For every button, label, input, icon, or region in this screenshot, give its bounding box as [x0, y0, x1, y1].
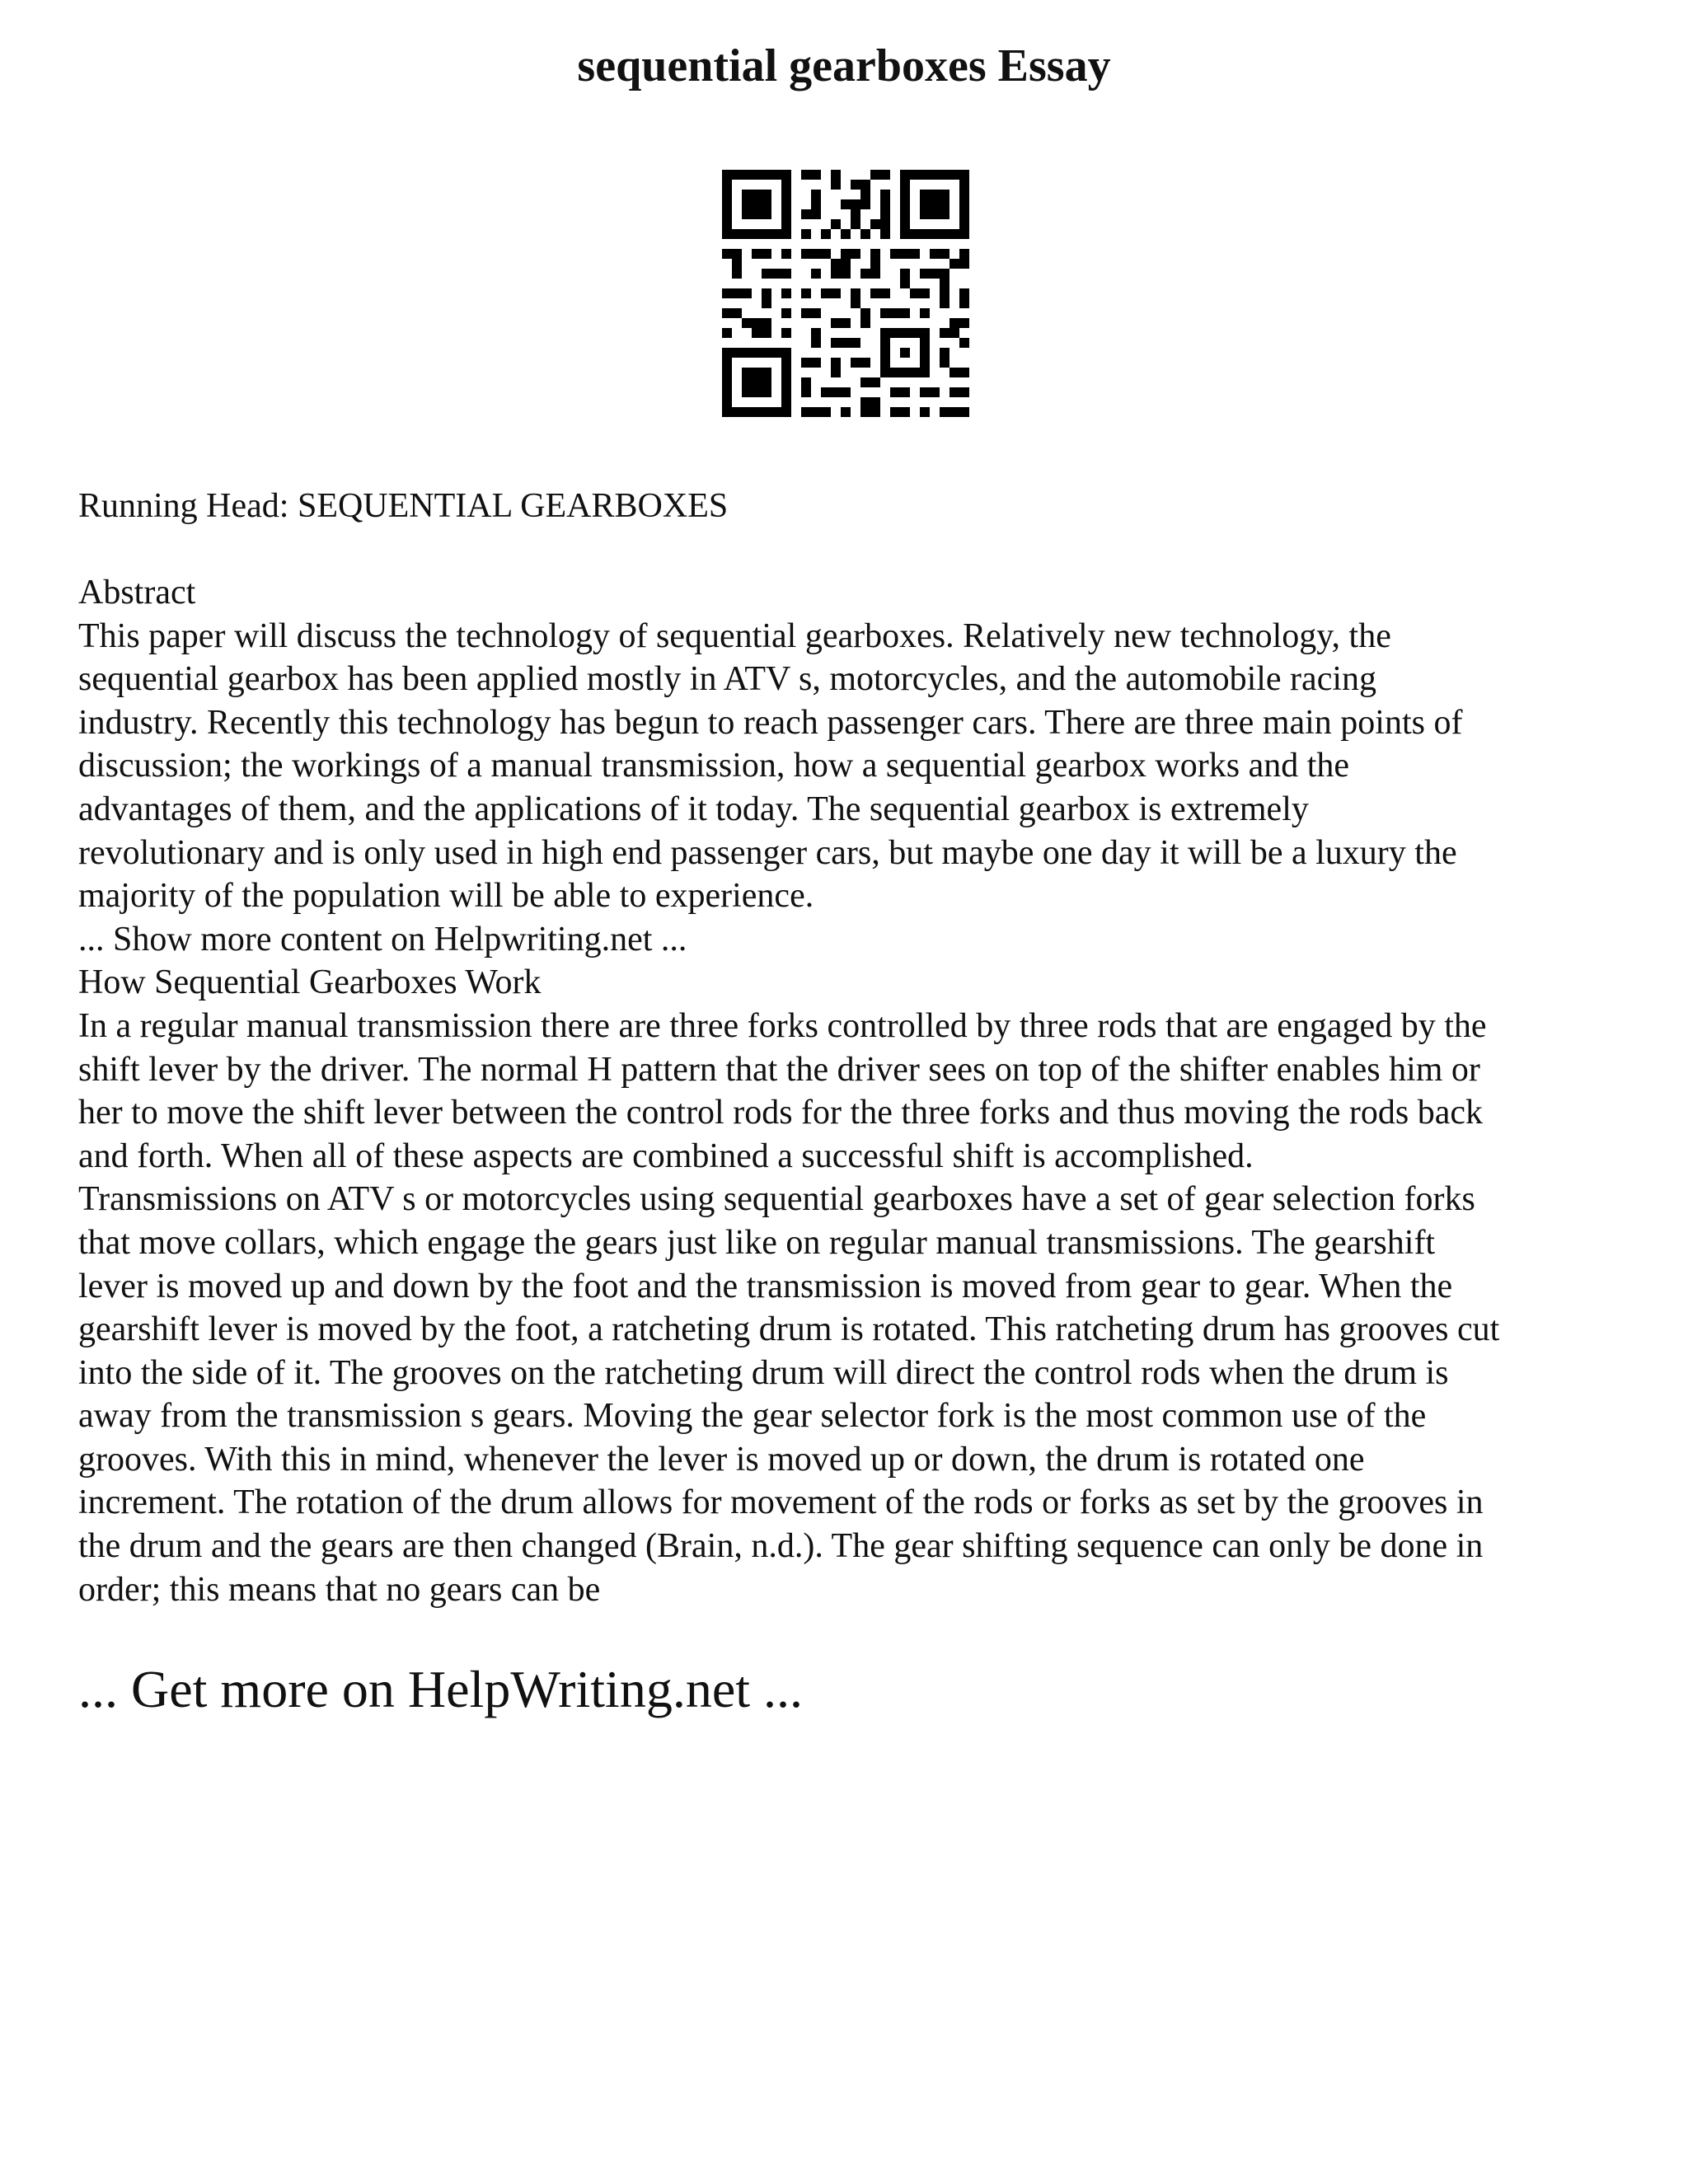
body-line: shift lever by the driver. The normal H pattern that the driver sees on top of the shifter enables him or — [78, 1050, 1480, 1089]
body-line: that move collars, which engage the gears just like on regular manual transmissions. The gearshift — [78, 1223, 1436, 1262]
body-line: away from the transmission s gears. Moving the gear selector fork is the most common use of the — [78, 1397, 1427, 1436]
abstract-line: industry. Recently this technology has begun to reach passenger cars. There are three main points of — [78, 703, 1463, 742]
essay-body — [78, 571, 1644, 1611]
document-title: sequential gearboxes Essay — [577, 40, 1111, 91]
abstract-heading: Abstract — [78, 574, 196, 612]
body-line: grooves. With this in mind, whenever the lever is moved up or down, the drum is rotated one — [78, 1440, 1365, 1479]
body-line: In a regular manual transmission there are three forks controlled by three rods that are engaged by the — [78, 1006, 1487, 1045]
body-line: gearshift lever is moved by the foot, a ratcheting drum is rotated. This ratcheting drum has grooves cut — [78, 1310, 1500, 1349]
body-line: lever is moved up and down by the foot and the transmission is moved from gear to gear. When the — [78, 1267, 1453, 1305]
abstract-line: sequential gearbox has been applied mostly in ATV s, motorcycles, and the automobile racing — [78, 660, 1376, 699]
body-line: order; this means that no gears can be — [78, 1570, 601, 1609]
abstract-line: revolutionary and is only used in high end passenger cars, but maybe one day it will be a luxury the — [78, 833, 1457, 872]
body-line: increment. The rotation of the drum allows for movement of the rods or forks as set by the grooves in — [78, 1483, 1484, 1522]
section-heading: How Sequential Gearboxes Work — [78, 963, 542, 1002]
get-more-link[interactable]: ... Get more on HelpWriting.net ... — [78, 1660, 803, 1718]
body-line: and forth. When all of these aspects are combined a successful shift is accomplished. — [78, 1137, 1254, 1175]
body-line: Transmissions on ATV s or motorcycles using sequential gearboxes have a set of gear selection forks — [78, 1180, 1475, 1219]
abstract-line: This paper will discuss the technology of sequential gearboxes. Relatively new technology, the — [78, 616, 1391, 655]
abstract-line: discussion; the workings of a manual transmission, how a sequential gearbox works and the — [78, 747, 1350, 785]
body-line: into the side of it. The grooves on the ratcheting drum will direct the control rods when the drum is — [78, 1353, 1449, 1392]
running-head: Running Head: SEQUENTIAL GEARBOXES — [78, 487, 729, 525]
qr-code-icon — [722, 170, 969, 417]
show-more-link[interactable]: ... Show more content on Helpwriting.net ... — [78, 920, 687, 958]
abstract-line: majority of the population will be able to experience. — [78, 877, 814, 916]
body-line: the drum and the gears are then changed (Brain, n.d.). The gear shifting sequence can only be done in — [78, 1527, 1484, 1566]
abstract-line: advantages of them, and the applications of it today. The sequential gearbox is extremely — [78, 790, 1309, 828]
body-line: her to move the shift lever between the control rods for the three forks and thus moving the rods back — [78, 1094, 1484, 1132]
